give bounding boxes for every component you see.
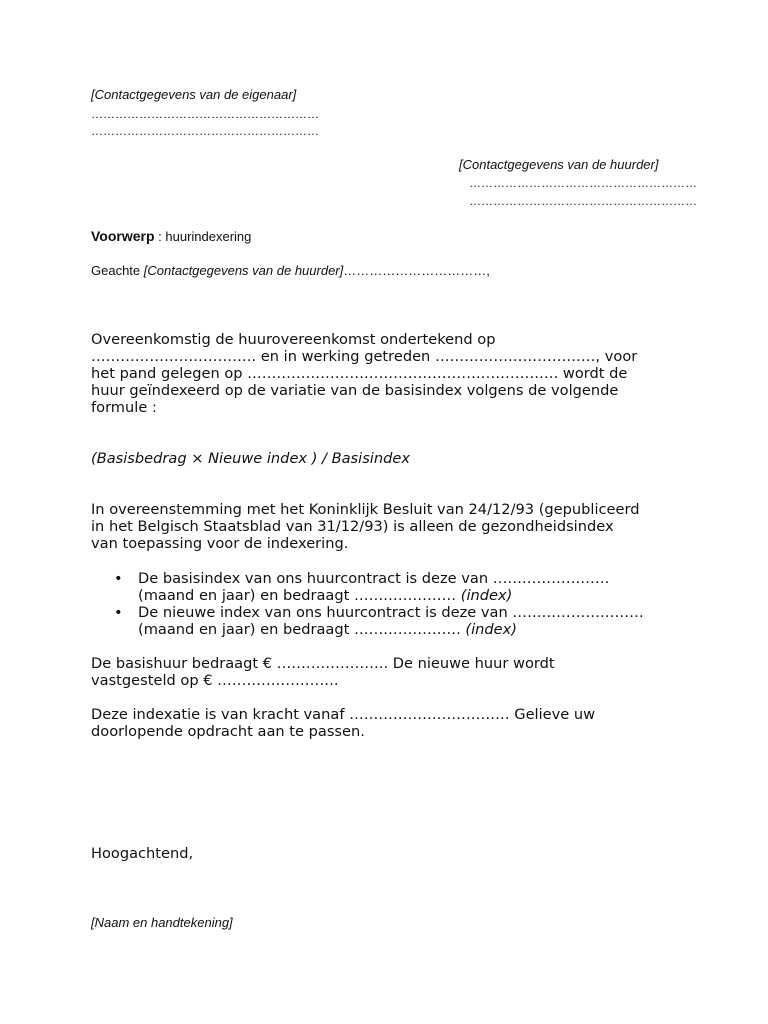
bullet-1-line-2-index: (index) (460, 587, 513, 604)
paragraph-4-line: doorlopende opdracht aan te passen. (91, 723, 365, 740)
bullet-2-line-1: De nieuwe index van ons huurcontract is deze van ……………………… (138, 604, 644, 621)
paragraph-3-line: De basishuur bedraagt € ………………….. De nieuwe huur wordt (91, 655, 555, 672)
bullet-2-line-2 (138, 621, 644, 638)
subject-separator: : (154, 229, 166, 244)
signature-placeholder: [Naam en handtekening] (91, 915, 233, 930)
paragraph-1-line: formule : (91, 399, 157, 416)
bullet-2-line-2-text: (maand en jaar) en bedraagt …………………. (138, 621, 466, 638)
paragraph-1 (91, 331, 637, 416)
paragraph-1-line: huur geïndexeerd op de variatie van de basisindex volgens de volgende (91, 382, 619, 399)
bullet-1-symbol: • (114, 570, 123, 587)
paragraph-1-line: het pand gelegen op ………………………………………………………. wordt de (91, 365, 628, 382)
tenant-contact-line-1: ………………………………………………… (469, 176, 697, 190)
greeting (91, 263, 490, 278)
bullet-1-line-1: De basisindex van ons huurcontract is deze van …………………… (138, 570, 610, 587)
subject-line (91, 228, 251, 244)
paragraph-4-line: Deze indexatie is van kracht vanaf …………………………… Gelieve uw (91, 706, 596, 723)
paragraph-1-line: ……………………………. en in werking getreden ……………………………, voor (91, 348, 638, 365)
owner-contact-label: [Contactgegevens van de eigenaar] (91, 87, 297, 102)
paragraph-2 (91, 501, 640, 552)
paragraph-2-line: van toepassing voor de indexering. (91, 535, 349, 552)
paragraph-4 (91, 706, 595, 740)
subject-label: Voorwerp (91, 228, 155, 244)
paragraph-3-line: vastgesteld op € ……………………. (91, 672, 339, 689)
closing: Hoogachtend, (91, 845, 194, 862)
paragraph-3 (91, 655, 555, 689)
bullet-item-2 (138, 604, 644, 638)
bullet-1-line-2-text: (maand en jaar) en bedraagt ………………… (138, 587, 461, 604)
paragraph-1-line: Overeenkomstig de huurovereenkomst ondertekend op (91, 331, 496, 348)
formula: (Basisbedrag × Nieuwe index ) / Basisindex (91, 450, 410, 467)
greeting-suffix: ……………………………, (343, 263, 490, 278)
subject-value: huurindexering (165, 229, 252, 244)
owner-contact-line-1: ………………………………………………… (91, 107, 319, 121)
bullet-2-line-2-index: (index) (465, 621, 517, 638)
bullet-item-1 (138, 570, 610, 604)
paragraph-2-line: In overeenstemming met het Koninklijk Besluit van 24/12/93 (gepubliceerd (91, 501, 640, 518)
greeting-name: [Contactgegevens van de huurder] (143, 263, 344, 278)
greeting-prefix: Geachte (91, 263, 144, 278)
tenant-contact-line-2: ………………………………………………… (469, 194, 697, 208)
bullet-2-symbol: • (114, 604, 123, 621)
paragraph-2-line: in het Belgisch Staatsblad van 31/12/93) is alleen de gezondheidsindex (91, 518, 614, 535)
bullet-1-line-2 (138, 587, 610, 604)
tenant-contact-label: [Contactgegevens van de huurder] (459, 157, 659, 172)
owner-contact-line-2: ………………………………………………… (91, 124, 319, 138)
